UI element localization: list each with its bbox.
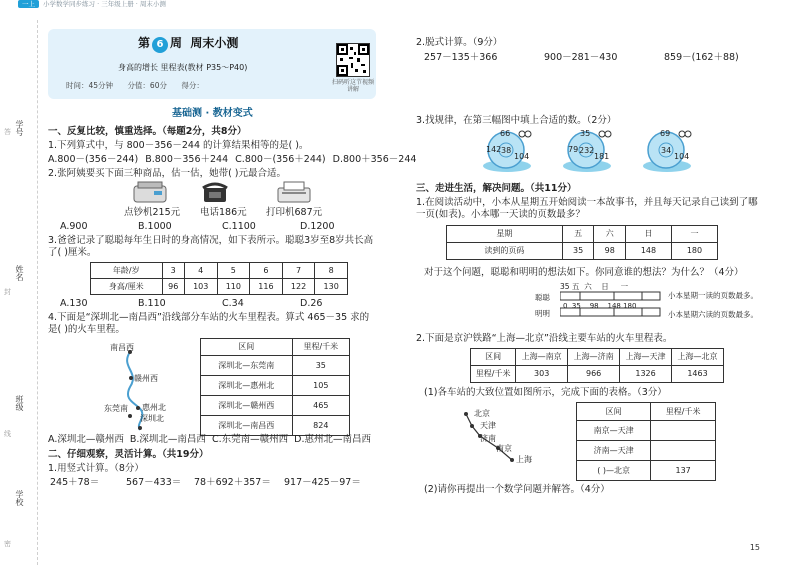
item-money-counter: 点钞机215元 [124, 207, 181, 218]
class-label: 班级 [15, 395, 24, 411]
question-1-1-options [48, 154, 417, 166]
ming-note: 小本星期六读的页数最多。 [668, 310, 758, 319]
table-cell: 年龄/岁 [91, 263, 163, 279]
quiz-subtitle: 身高的增长 里程表(教材 P35～P40) [118, 63, 248, 72]
cong-label: 聪聪 [535, 293, 550, 302]
grade-label: 得分： [181, 81, 204, 90]
table-cell: 区间 [471, 349, 516, 366]
railway-mileage-table [470, 348, 724, 383]
snail-number: 232 [579, 146, 595, 155]
book-title: 小学数学同步练习 · 三年级上册 · 周末小测 [43, 0, 166, 8]
calc-item: 257－135＋366 [424, 52, 498, 63]
week-title [138, 36, 238, 53]
question-1-4-options [48, 434, 388, 446]
question-1-1: 1.下列算式中，与 800－356－244 的计算结果相等的是( )。 [48, 140, 309, 151]
cut-mark: 密 [4, 540, 11, 548]
station-label: 南京 [496, 444, 512, 453]
option-c[interactable]: C.800－(356＋244) [235, 154, 326, 165]
table-cell: 116 [250, 279, 283, 295]
question-1-2: 2.张阿姨要买下面三种商品，估一估，她带( )元最合适。 [48, 168, 286, 179]
table-cell: 上海—南京 [516, 349, 568, 366]
snail-number: 69 [660, 129, 671, 138]
table-cell: 105 [292, 376, 349, 396]
station-dot [136, 406, 140, 410]
table-cell: 4 [184, 263, 217, 279]
table-cell: 148 [626, 243, 672, 260]
snail-number: 181 [594, 152, 610, 161]
table-cell: 3 [162, 263, 184, 279]
snail-figure-3 [642, 128, 692, 174]
quiz-title: 周末小测 [190, 36, 239, 50]
week-prefix: 第 [138, 36, 151, 50]
table-header: 区间 [577, 403, 651, 421]
week-suffix: 周 [170, 36, 183, 50]
option-b[interactable]: B.110 [138, 298, 166, 309]
option-d[interactable]: D.800＋356－244 [332, 154, 417, 165]
option-a[interactable]: A.深圳北—赣州西 [48, 434, 124, 445]
qr-code[interactable] [336, 43, 370, 77]
question-3-2-sub1: (1)各车站的大致位置如图所示，完成下面的表格。（3分） [424, 387, 667, 398]
station-dot [129, 376, 133, 380]
snail-number: 142 [486, 145, 502, 154]
station-dot [138, 426, 142, 430]
printer-icon [276, 180, 312, 204]
snail-number: 38 [501, 146, 512, 155]
page-number: 15 [749, 543, 760, 552]
table-cell: 1326 [620, 366, 672, 383]
table-cell: 137 [651, 461, 716, 481]
option-b[interactable]: B.1000 [138, 221, 172, 232]
station-dot [470, 424, 474, 428]
table-cell: 星期 [447, 226, 563, 243]
table-header: 里程/千米 [292, 339, 349, 356]
mileage-table [200, 338, 350, 436]
table-cell: 深圳北—赣州西 [201, 396, 293, 416]
school-label: 学校 [15, 490, 24, 506]
calc-item: 900－281－430 [544, 52, 618, 63]
table-cell: 读到的页码 [447, 243, 563, 260]
calc-item: 78＋692＋357＝ [194, 477, 271, 488]
snail-number: 34 [661, 146, 672, 155]
table-cell: 7 [282, 263, 315, 279]
item-telephone: 电话186元 [200, 207, 247, 218]
station-dot [128, 414, 132, 418]
table-cell: 180 [671, 243, 717, 260]
table-cell: 一 [671, 226, 717, 243]
option-c[interactable]: C.34 [222, 298, 244, 309]
table-cell: 98 [594, 243, 626, 260]
table-cell: 465 [292, 396, 349, 416]
section-1-title: 一、反复比较，慎重选择。（每题2分，共8分） [48, 126, 247, 137]
qr-label: 扫码听这节视频讲解 [331, 79, 374, 94]
diagram-top-labels: 35 五 六 日 一 [560, 282, 629, 291]
week-number-badge: 6 [152, 37, 168, 53]
snail-number: 104 [674, 152, 690, 161]
time-label: 时间：45分钟 [66, 81, 114, 90]
table-cell: 深圳北—南昌西 [201, 416, 293, 436]
quiz-header [48, 29, 376, 99]
table-cell: 上海—天津 [620, 349, 672, 366]
table-cell: 824 [292, 416, 349, 436]
station-label: 天津 [480, 421, 496, 430]
score-label: 分值：60分 [127, 81, 167, 90]
cut-mark: 封 [4, 288, 11, 296]
table-cell: 里程/千米 [471, 366, 516, 383]
answer-cell[interactable] [651, 441, 716, 461]
snail-number: 35 [580, 129, 591, 138]
cut-mark: 线 [4, 430, 11, 438]
table-cell: 303 [516, 366, 568, 383]
option-d[interactable]: D.1200 [300, 221, 335, 232]
top-bar [18, 0, 398, 12]
calc-item: 245＋78＝ [50, 477, 100, 488]
ming-label: 明明 [535, 309, 550, 318]
reading-table [446, 225, 718, 260]
snail-number: 79 [568, 145, 579, 154]
table-cell: 966 [568, 366, 620, 383]
table-cell: 上海—北京 [672, 349, 724, 366]
station-dot [464, 412, 468, 416]
question-3-1: 1.在阅读活动中，小本从星期五开始阅读一本故事书，并且每天记录自己读到了哪一页(如表)。小本哪一天读的页数最多？ [416, 197, 758, 220]
table-cell: 6 [250, 263, 283, 279]
telephone-icon [200, 180, 230, 204]
option-a[interactable]: A.130 [60, 298, 88, 309]
station-label: 东莞南 [104, 404, 128, 413]
snail-figure-1 [482, 128, 532, 174]
table-header: 区间 [201, 339, 293, 356]
table-cell: 南京—天津 [577, 421, 651, 441]
student-number-label: 学号 [15, 120, 24, 136]
table-cell: 5 [217, 263, 250, 279]
option-b[interactable]: B.800－356＋244 [145, 154, 229, 165]
table-cell: 103 [184, 279, 217, 295]
table-cell: 六 [594, 226, 626, 243]
snail-figure-2 [562, 128, 612, 174]
snail-number: 66 [500, 129, 511, 138]
station-label: 上海 [516, 455, 532, 464]
table-cell: 96 [162, 279, 184, 295]
answer-cell[interactable] [651, 421, 716, 441]
quiz-meta [66, 81, 216, 90]
qr-code-icon [337, 44, 369, 76]
table-cell: 深圳北—东莞南 [201, 356, 293, 376]
option-a[interactable]: A.900 [60, 221, 88, 232]
money-counter-icon [132, 180, 168, 204]
table-cell: 五 [562, 226, 594, 243]
section-3-title: 三、走进生活，解决问题。（共11分） [416, 183, 577, 194]
calc-item: 859－(162＋88) [664, 52, 739, 63]
binding-margin [0, 20, 38, 565]
question-3-2-sub2: (2)请你再提出一个数学问题并解答。（4分） [424, 484, 610, 495]
question-3-2: 2.下面是京沪铁路“上海—北京”沿线主要车站的火车里程表。 [416, 333, 673, 344]
item-printer: 打印机687元 [266, 207, 323, 218]
option-c[interactable]: C.东莞南—赣州西 [211, 434, 289, 445]
section-2-title: 二、仔细观察，灵活计算。（共19分） [48, 449, 209, 460]
table-cell: 上海—济南 [568, 349, 620, 366]
station-label: 北京 [474, 409, 490, 418]
table-cell: 35 [292, 356, 349, 376]
book-tag: 一上 [18, 0, 39, 8]
table-cell: 130 [315, 279, 348, 295]
table-cell: 35 [562, 243, 594, 260]
diagram-numbers: 0 35 98 148 180 [563, 302, 637, 310]
question-2-1: 1.用竖式计算。（8分） [48, 463, 144, 474]
table-cell: 日 [626, 226, 672, 243]
question-2-3: 3.找规律，在第三幅图中填上合适的数。（2分） [416, 115, 617, 126]
question-3-1-ask: 对于这个问题，聪聪和明明的想法如下。你同意谁的想法？为什么？（4分） [424, 267, 744, 278]
question-1-3: 3.爸爸记录了聪聪每年生日时的身高情况，如下表所示。聪聪3岁至8岁共长高了( )厘米。 [48, 235, 374, 258]
table-cell: 110 [217, 279, 250, 295]
station-label: 南昌西 [110, 343, 134, 352]
basic-section-title: 基础测 · 教材变式 [172, 108, 253, 119]
table-cell: 身高/厘米 [91, 279, 163, 295]
snail-number: 104 [514, 152, 530, 161]
option-a[interactable]: A.800－(356－244) [48, 154, 139, 165]
cut-mark: 答 [4, 128, 11, 136]
table-cell: 济南—天津 [577, 441, 651, 461]
station-label: 赣州西 [134, 374, 158, 383]
table-cell[interactable]: ( )—北京 [577, 461, 651, 481]
option-d[interactable]: D.惠州北—南昌西 [294, 434, 371, 445]
height-table [90, 262, 348, 295]
option-d[interactable]: D.26 [300, 298, 323, 309]
station-dot [510, 458, 514, 462]
cong-bar [560, 292, 660, 300]
table-cell: 122 [282, 279, 315, 295]
option-b[interactable]: B.深圳北—南昌西 [129, 434, 206, 445]
table-cell: 1463 [672, 366, 724, 383]
question-1-4: 4.下面是“深圳北—南昌西”沿线部分车站的火车里程表。算式 465－35 求的是( )的火车里程。 [48, 312, 370, 335]
station-label: 惠州北 [142, 403, 166, 412]
question-2-2: 2.脱式计算。（9分） [416, 37, 503, 48]
calc-item: 567－433＝ [126, 477, 182, 488]
table-cell: 深圳北—惠州北 [201, 376, 293, 396]
calc-item: 917－425－97＝ [284, 477, 361, 488]
table-header: 里程/千米 [651, 403, 716, 421]
station-label: 济南 [480, 434, 496, 443]
fill-in-mileage-table [576, 402, 716, 481]
cong-note: 小本星期一读的页数最多。 [668, 291, 758, 300]
station-label: 深圳北 [140, 414, 164, 423]
table-cell: 8 [315, 263, 348, 279]
option-c[interactable]: C.1100 [222, 221, 256, 232]
student-name-label: 姓名 [15, 265, 24, 281]
